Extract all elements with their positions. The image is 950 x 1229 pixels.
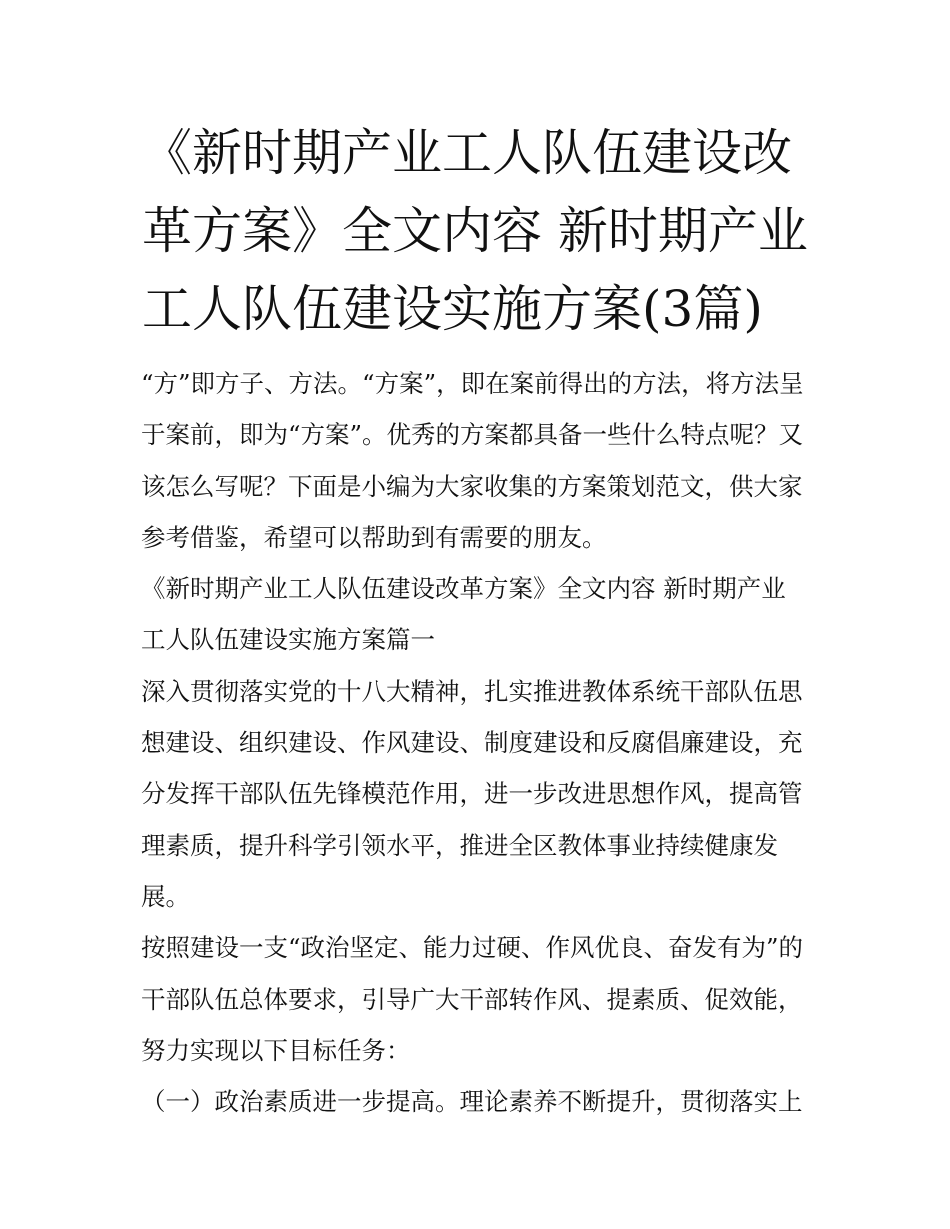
section-heading-line: 工人队伍建设实施方案篇一 [141,625,435,655]
body-paragraph-line: 深入贯彻落实党的十八大精神，扎实推进教体系统干部队伍思 [141,676,803,706]
body-paragraph-line: 干部队伍总体要求，引导广大干部转作风、提素质、促效能， [141,984,803,1014]
document-title [142,114,822,348]
title-line: 《新时期产业工人队伍建设改 [142,124,792,182]
body-paragraph-line: 想建设、组织建设、作风建设、制度建设和反腐倡廉建设，充 [141,728,803,758]
body-paragraph-line: 努力实现以下目标任务： [141,1035,411,1065]
body-paragraph-line: 按照建设一支“政治坚定、能力过硬、作风优良、奋发有为”的 [141,933,804,963]
intro-paragraph-line: 参考借鉴，希望可以帮助到有需要的朋友。 [141,522,607,552]
title-line: 革方案》全文内容 新时期产业 [142,202,808,260]
body-paragraph-line: （一）政治素质进一步提高。理论素养不断提升，贯彻落实上 [141,1087,803,1117]
intro-paragraph-line: 该怎么写呢？下面是小编为大家收集的方案策划范文，供大家 [141,471,803,501]
intro-paragraph-line: “方”即方子、方法。“方案”，即在案前得出的方法，将方法呈 [141,369,804,398]
document-body [141,358,821,1127]
body-paragraph-line: 理素质，提升科学引领水平，推进全区教体事业持续健康发 [141,830,778,860]
title-line: 工人队伍建设实施方案(3篇) [142,280,763,338]
intro-paragraph-line: 于案前，即为“方案”。优秀的方案都具备一些什么特点呢？又 [141,420,804,450]
body-paragraph-line: 展。 [141,881,190,911]
section-heading-line: 《新时期产业工人队伍建设改革方案》全文内容 新时期产业 [141,574,786,604]
body-paragraph-line: 分发挥干部队伍先锋模范作用，进一步改进思想作风，提高管 [141,779,803,809]
